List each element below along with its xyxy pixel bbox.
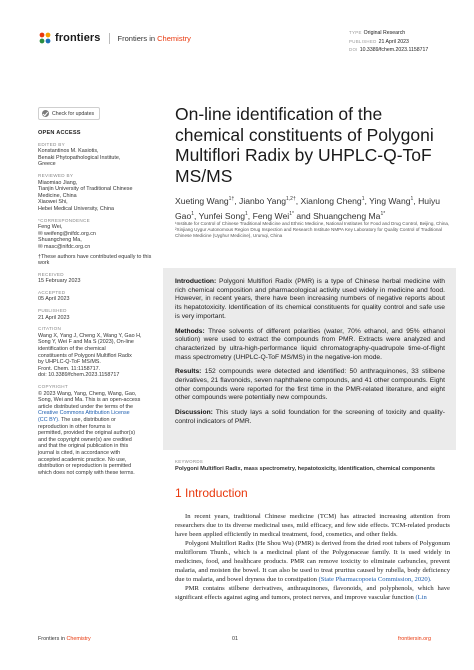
author[interactable]: Xueting Wang$^{1\dagger}$ <box>175 195 235 206</box>
copyright-line: Song, Wei and Ma. This is an open-access <box>38 397 141 404</box>
email-link[interactable]: ✉ masc@nifdc.org.cn <box>38 243 91 250</box>
copyright-line: distribution or reproduction is permitted <box>38 463 132 470</box>
author[interactable]: Yunfei Song$^1$ <box>198 210 248 221</box>
footer-journal[interactable]: Frontiers in Chemistry <box>38 636 91 642</box>
edited-by-line: Benaki Phytopathological Institute, <box>38 154 121 161</box>
paragraph: In recent years, traditional Chinese medicine (TCM) has attracted increasing attention from researchers due to its diverse medicinal uses, mild efficacy, and few side effects. TCM-related products have been applied efficiently in medical treatment, food, cosmetics, and other fields. <box>175 513 450 538</box>
abstract-introduction: Introduction: Polygoni Multiflori Radix (PMR) is a type of Chinese herbal medicine with rich chemical composition and pharmacological activity used widely in medicine and food. However, in recent years, there have been increasing numbers of negative reports about its hepatotoxicity. Identification of its chemical constituents for quality control and safe use is very important. <box>175 278 445 320</box>
citation <box>38 333 156 379</box>
correspondence-line: Feng Wei, <box>38 224 63 231</box>
frontiers-logo-icon <box>38 31 52 45</box>
citation-doi[interactable]: doi: 10.3389/fchem.2023.1158717 <box>38 372 120 379</box>
edited-by <box>38 148 156 168</box>
abstract-discussion: Discussion: This study lays a solid foundation for the screening of toxicity and quality-control indicators of PMR. <box>175 409 445 425</box>
abstract-box <box>163 268 456 450</box>
keywords-label: KEYWORDS <box>175 459 204 464</box>
copyright-line: article distributed under the terms of the <box>38 403 133 410</box>
accepted-date: 05 April 2023 <box>38 296 70 303</box>
footer-site-link[interactable]: frontiersin.org <box>398 636 431 642</box>
meta-doi-label: DOI <box>349 47 358 53</box>
correspondence <box>38 224 156 250</box>
reviewed-by-line: Hebei Medical University, China <box>38 205 114 212</box>
meta-published <box>349 38 428 47</box>
article-meta <box>349 29 428 55</box>
meta-type-label: TYPE <box>349 30 362 35</box>
abstract-methods: Methods: Three solvents of different polarities (water, 70% ethanol, and 95% ethanol solution) were used to extract the compounds from PMR. Extracts were analyzed and characterized by ultra-high-performance liquid chromatography-quadrupole time-of-flight mass spectrometry (UHPLC-Q-ToF MS/MS) in the negative-ion mode. <box>175 327 445 361</box>
copyright-line: © 2023 Wang, Yang, Cheng, Wang, Gao, <box>38 390 137 397</box>
citation-line: Wang X, Yang J, Cheng X, Wang Y, Gao H, <box>38 332 142 339</box>
author-list: Xueting Wang$^{1\dagger}$, Jianbo Yang$^{1,2\dagger}$, Xianlong Cheng$^1$, Ying Wang$^1$, Huiyu Gao$^1$, Yunfei Song$^1$, Feng Wei$^{1*}$ and Shuangcheng $Ma^{1*}$ <box>175 195 441 221</box>
citation-line: Front. Chem. 11:1158717. <box>38 365 101 372</box>
copyright-line: The use, distribution or <box>60 416 116 423</box>
received-date: 15 February 2023 <box>38 278 81 285</box>
journal-brand[interactable] <box>38 31 191 45</box>
reviewed-by-line: Xiaowei Shi, <box>38 199 68 206</box>
copyright-line: which does not comply with these terms. <box>38 469 135 476</box>
author[interactable]: Huiyu Gao$^1$ <box>175 195 441 221</box>
reviewed-by-line: Medicine, China <box>38 192 77 199</box>
affiliations: ¹Institute for Control of Chinese Traditional Medicine and Ethnic Medicine, National Institutes for Food and Drug Control, Beijing, China, ²Xinjiang Uygur Autonomous Region Drug Inspection and Research Institute NMPA Key Laboratory for Quality Control of Traditional Chinese Medicine (Uyghur Medicine), Urumqi, China <box>175 221 450 238</box>
copyright-line: permitted, provided the original author(s) <box>38 430 136 437</box>
reviewed-by-label: REVIEWED BY <box>38 172 74 178</box>
published-date: 21 April 2023 <box>38 314 70 321</box>
license-link[interactable]: Creative Commons Attribution License <box>38 410 130 417</box>
email-link[interactable]: ✉ weifeng@nifdc.org.cn <box>38 230 96 237</box>
edited-by-line: Konstantinos M. Kasiotis, <box>38 148 99 155</box>
copyright-line: reproduction in other forums is <box>38 423 111 430</box>
brand-name: frontiers <box>55 32 101 44</box>
keywords <box>175 458 450 474</box>
paragraph: PMR contains stilbene derivatives, anthraquinones, flavonoids, and polyphenols, which have significant effects against aging and tumors, protect nerves, and improve vascular function (Lin <box>175 585 450 602</box>
meta-type <box>349 29 428 38</box>
published-label: PUBLISHED <box>38 308 67 314</box>
author[interactable]: Shuangcheng $Ma^{1*}$ <box>313 210 386 221</box>
copyright-line: journal is cited, in accordance with <box>38 449 121 456</box>
keywords-value: Polygoni Multiflori Radix, mass spectrometry, hepatotoxicity, identification, chemical components <box>175 466 435 473</box>
received-label: RECEIVED <box>38 271 64 277</box>
section-heading: 1 Introduction <box>175 486 248 500</box>
license-link-abbrev[interactable]: (CC BY). <box>38 416 60 423</box>
page-number: 01 <box>232 636 238 642</box>
meta-doi-value[interactable]: 10.3389/fchem.2023.1158717 <box>359 47 429 54</box>
copyright-line: accepted academic practice. No use, <box>38 456 127 463</box>
reviewed-by-line: Tianjin University of Traditional Chinese <box>38 186 133 193</box>
edited-by-line: Greece <box>38 161 56 168</box>
check-updates-label: Check for updates <box>52 110 95 117</box>
copyright <box>38 391 156 477</box>
journal-name: Chemistry <box>157 33 191 43</box>
reviewed-by <box>38 180 156 213</box>
check-updates-button[interactable] <box>38 107 100 120</box>
citation-line: Song Y, Wei F and Ma S (2023), On-line <box>38 339 134 346</box>
accepted-label: ACCEPTED <box>38 289 66 295</box>
journal-title <box>118 34 191 43</box>
author[interactable]: Xianlong Cheng$^1$ <box>300 195 365 206</box>
citation-label: CITATION <box>38 326 62 332</box>
paragraph: Polygoni Multiflori Radix (He Shou Wu) (PMR) is derived from the dried root tubers of Polygonum multiflorum Thunb., which is a medicinal plant of the Polygonaceae family. It is used widely in medicines, food, and healthcare products. PMR can remove toxicity to eliminate carbuncles, prevent malaria, and moisten the bowel. It can also be used to treat pruritus caused by rubella, body deficiency due to malaria, and bowel dryness due to constipation (State Pharmacopoeia Commission, 2020). <box>175 540 450 583</box>
abstract-results: Results: 152 compounds were detected and identified: 50 anthraquinones, 33 stilbene derivatives, 21 flavonoids, seven naphthalene compounds, and 41 other compounds. Eight other compounds were reported for the first time in the PMR-related literature, and eight other compounds were potentially new compounds. <box>175 368 445 402</box>
citation-line: identification of the chemical <box>38 346 106 353</box>
meta-published-value: 21 April 2023 <box>378 38 409 45</box>
reference-link[interactable]: (State Pharmacopoeia Commission, 2020). <box>318 575 432 583</box>
check-updates-icon <box>42 110 49 117</box>
copyright-line: and the copyright owner(s) are credited <box>38 436 132 443</box>
copyright-line: and that the original publication in this <box>38 443 129 450</box>
copyright-label: COPYRIGHT <box>38 384 69 389</box>
meta-doi[interactable] <box>349 46 428 55</box>
edited-by-label: EDITED BY <box>38 141 65 147</box>
open-access-label: OPEN ACCESS <box>38 130 81 136</box>
meta-published-label: PUBLISHED <box>349 38 377 44</box>
reviewed-by-line: Miaomiao Jiang, <box>38 179 78 186</box>
body-text <box>175 513 450 604</box>
reference-link[interactable]: (Lin <box>415 594 427 602</box>
correspondence-label: *CORRESPONDENCE <box>38 217 90 223</box>
citation-line: by UHPLC-Q-ToF MS/MS. <box>38 359 101 366</box>
equal-contribution-note: †These authors have contributed equally to this work <box>38 253 152 267</box>
correspondence-line: Shuangcheng Ma, <box>38 237 82 244</box>
article-title: On-line identification of the chemical constituents of Polygoni Multiflori Radix by UHPLC-Q-ToF MS/MS <box>175 104 434 186</box>
sidebar <box>38 130 156 476</box>
journal-prefix: Frontiers in <box>117 33 158 43</box>
author[interactable]: Feng Wei$^{1*}$ <box>252 210 294 221</box>
meta-type-value: Original Research <box>363 30 406 36</box>
author[interactable]: Jianbo Yang$^{1,2\dagger}$ <box>239 195 296 206</box>
author[interactable]: Ying Wang$^1$ <box>369 195 414 206</box>
brand-divider <box>109 33 110 44</box>
citation-line: constituents of Polygoni Multiflori Radix <box>38 352 132 359</box>
